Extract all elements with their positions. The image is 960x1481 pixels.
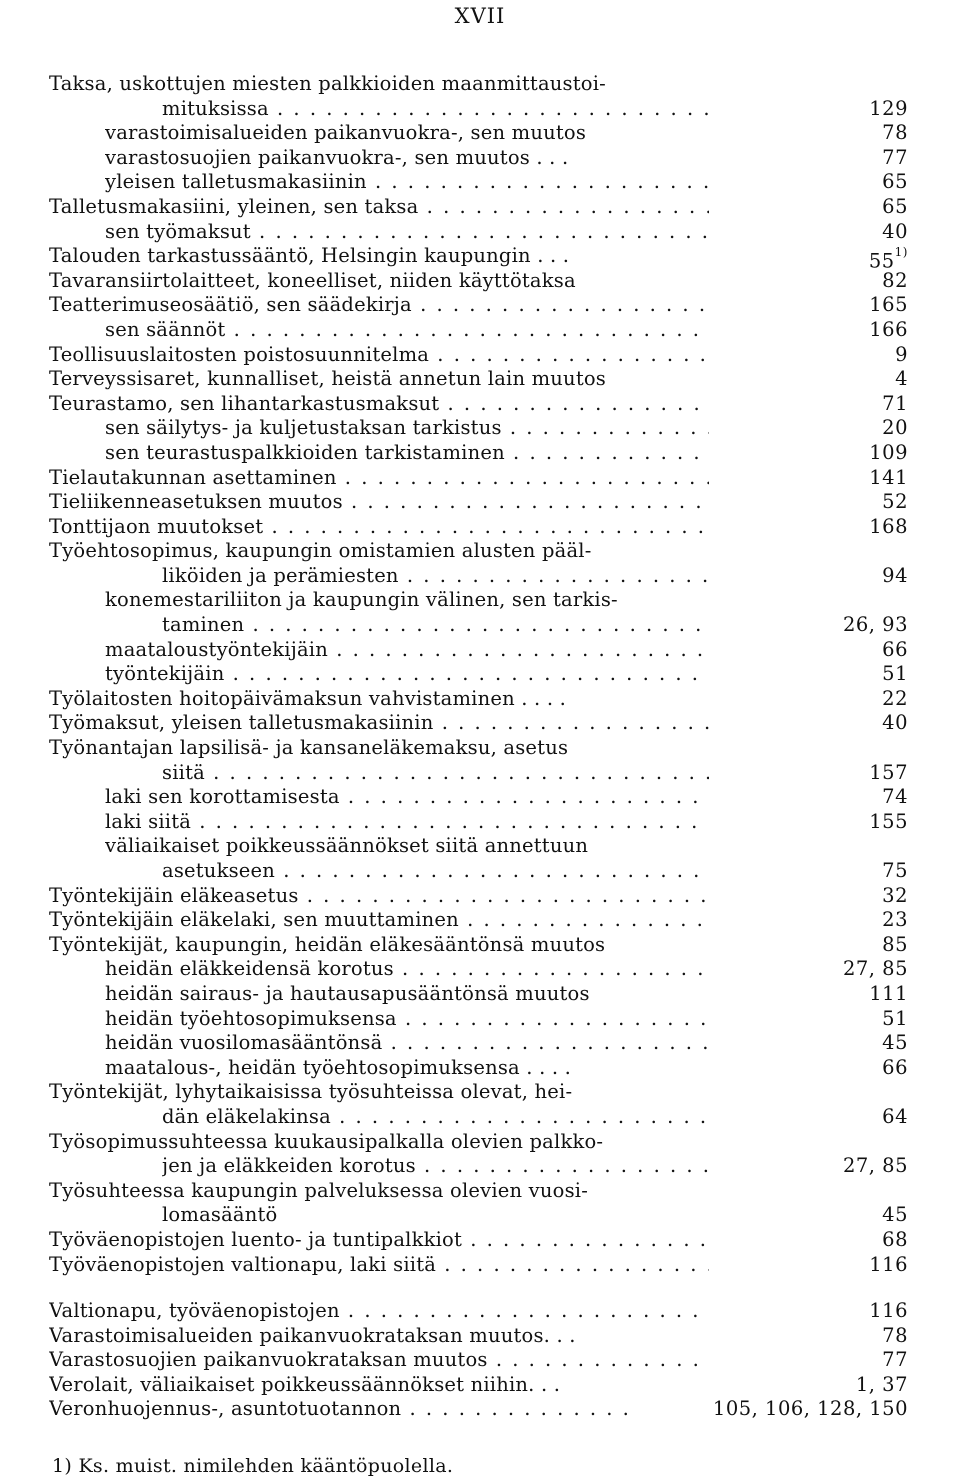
index-entry bbox=[0, 1031, 960, 1056]
entry-text: maataloustyöntekijäin . . . bbox=[105, 638, 709, 663]
entry-text: Työntekijät, kaupungin, heidän eläkesääntönsä muutos bbox=[49, 932, 606, 956]
index-entry bbox=[0, 957, 960, 982]
index-entry bbox=[0, 539, 960, 564]
footnote-marker: 1) bbox=[894, 245, 908, 260]
index-entry bbox=[0, 908, 960, 933]
index-entry bbox=[0, 392, 960, 417]
entry-page: 166 bbox=[869, 317, 908, 341]
entry-text: Verolait, väliaikaiset poikkeussäännökset niihin. . . bbox=[49, 1372, 561, 1396]
index-entry bbox=[0, 736, 960, 761]
index-entry bbox=[0, 146, 960, 171]
index-entry bbox=[0, 1080, 960, 1105]
entry-page: 111 bbox=[869, 981, 908, 1005]
entry-text: Talouden tarkastussääntö, Helsingin kaupungin . . . bbox=[49, 244, 570, 268]
entry-text: Työlaitosten hoitopäivämaksun vahvistaminen . . . . bbox=[49, 686, 567, 710]
entry-page: 116 bbox=[869, 1252, 908, 1276]
entry-page: 52 bbox=[882, 490, 908, 514]
entry-page: 155 bbox=[869, 809, 908, 833]
entry-text: sen teurastuspalkkioiden tarkistaminen . . . bbox=[105, 441, 709, 466]
index-entry bbox=[0, 1228, 960, 1253]
entry-page: 27, 85 bbox=[842, 957, 908, 981]
entry-page: 65 bbox=[882, 170, 908, 194]
entry-page: 32 bbox=[882, 883, 908, 907]
entry-text: Työsuhteessa kaupungin palveluksessa olevien vuosi- bbox=[49, 1178, 589, 1202]
index-entry bbox=[0, 638, 960, 663]
entry-text: Varastoimisalueiden paikanvuokrataksan muutos. . . bbox=[49, 1323, 576, 1347]
entry-page: 85 bbox=[882, 932, 908, 956]
entry-text: lomasääntö bbox=[162, 1203, 278, 1227]
entry-page: 22 bbox=[882, 686, 908, 710]
entry-text: työntekijäin . . . bbox=[105, 662, 709, 687]
index-entry bbox=[0, 1324, 960, 1349]
entry-text: Tielautakunnan asettaminen . . . bbox=[49, 466, 709, 491]
entry-page: 78 bbox=[882, 1323, 908, 1347]
entry-page: 109 bbox=[869, 440, 908, 464]
entry-page: 68 bbox=[882, 1227, 908, 1251]
index-entry bbox=[0, 269, 960, 294]
index-entry bbox=[0, 884, 960, 909]
index-entry bbox=[0, 785, 960, 810]
entry-page: 78 bbox=[882, 121, 908, 145]
entry-page: 1, 37 bbox=[855, 1372, 908, 1396]
index-entry bbox=[0, 72, 960, 97]
entry-page: 94 bbox=[882, 563, 908, 587]
entry-page: 77 bbox=[882, 145, 908, 169]
entry-page: 75 bbox=[882, 859, 908, 882]
index-entry bbox=[0, 588, 960, 613]
entry-text: mituksissa . . . bbox=[162, 97, 709, 122]
entry-page: 9 bbox=[895, 342, 908, 366]
entry-text: Työntekijät, lyhytaikaisissa työsuhteissa olevat, hei- bbox=[49, 1080, 573, 1104]
index-entry bbox=[0, 1130, 960, 1155]
entry-page: 65 bbox=[882, 194, 908, 218]
entry-text: siitä . . . bbox=[162, 761, 709, 786]
index-entry bbox=[0, 293, 960, 318]
entry-text: Varastosuojien paikanvuokrataksan muutos . . . bbox=[49, 1348, 709, 1373]
index-entry bbox=[0, 1056, 960, 1081]
entry-page: 40 bbox=[882, 219, 908, 243]
entry-text: Työväenopistojen luento- ja tuntipalkkiot . . . bbox=[49, 1228, 709, 1253]
index-entry bbox=[0, 195, 960, 220]
entry-page: 45 bbox=[882, 1203, 908, 1227]
index-entry bbox=[0, 613, 960, 638]
entry-page: 4 bbox=[895, 367, 908, 391]
entry-page: 45 bbox=[882, 1031, 908, 1055]
index-entry bbox=[0, 466, 960, 491]
entry-text: asetukseen . . . bbox=[162, 859, 709, 884]
entry-text: Taksa, uskottujen miesten palkkioiden maanmittaustoi- bbox=[49, 72, 606, 95]
entry-page: 23 bbox=[882, 908, 908, 932]
entry-page: 66 bbox=[882, 1055, 908, 1079]
index-entry bbox=[0, 810, 960, 835]
entry-text: Veronhuojennus-, asuntotuotannon . . . bbox=[49, 1397, 639, 1422]
entry-text: liköiden ja perämiesten . . . bbox=[162, 564, 709, 589]
entry-text: Työntekijäin eläkelaki, sen muuttaminen . . . bbox=[49, 908, 709, 933]
index-entry bbox=[0, 1105, 960, 1130]
entry-text: Työehtosopimus, kaupungin omistamien alusten pääl- bbox=[49, 539, 592, 563]
index-entry bbox=[0, 490, 960, 515]
entry-text: sen työmaksut . . . bbox=[105, 220, 709, 245]
index-entry bbox=[0, 343, 960, 368]
entry-page: 66 bbox=[882, 637, 908, 661]
entry-text: Teurastamo, sen lihantarkastusmaksut . . . bbox=[49, 392, 709, 417]
entry-page: 51 bbox=[882, 1006, 908, 1030]
index-entry bbox=[0, 761, 960, 786]
entry-text: Työntekijäin eläkeasetus . . . bbox=[49, 884, 709, 909]
entry-page: 168 bbox=[869, 514, 908, 538]
entry-page: 141 bbox=[869, 465, 908, 489]
entry-text: varastoimisalueiden paikanvuokra-, sen muutos bbox=[105, 121, 587, 145]
index-entry bbox=[0, 662, 960, 687]
entry-page: 77 bbox=[882, 1348, 908, 1372]
page-number: XVII bbox=[454, 4, 506, 28]
index-entry bbox=[0, 97, 960, 122]
index-entry bbox=[0, 441, 960, 466]
entry-page: 27, 85 bbox=[842, 1154, 908, 1178]
entry-page: 26, 93 bbox=[842, 613, 908, 637]
index-entry bbox=[0, 515, 960, 540]
index-entry bbox=[0, 244, 960, 273]
index-entry bbox=[0, 834, 960, 859]
entry-text: heidän sairaus- ja hautausapusääntönsä muutos bbox=[105, 981, 590, 1005]
index-section-t bbox=[0, 72, 960, 1277]
index-entry bbox=[0, 1154, 960, 1179]
index-entry bbox=[0, 170, 960, 195]
index-entry bbox=[0, 1397, 960, 1422]
entry-text: laki sen korottamisesta . . . bbox=[105, 785, 709, 810]
entry-text: Työmaksut, yleisen talletusmakasiinin . . . bbox=[49, 711, 709, 736]
index-section-v bbox=[0, 1299, 960, 1422]
entry-text: Teatterimuseosäätiö, sen säädekirja . . . bbox=[49, 293, 709, 318]
entry-page: 71 bbox=[882, 391, 908, 415]
index-entry bbox=[0, 687, 960, 712]
entry-page: 116 bbox=[869, 1299, 908, 1322]
entry-text: jen ja eläkkeiden korotus . . . bbox=[162, 1154, 709, 1179]
entry-text: väliaikaiset poikkeussäännökset siitä annettuun bbox=[105, 834, 589, 858]
entry-text: sen säännöt . . . bbox=[105, 318, 709, 343]
index-entry bbox=[0, 933, 960, 958]
entry-text: Terveyssisaret, kunnalliset, heistä annetun lain muutos bbox=[49, 367, 606, 391]
entry-page: 20 bbox=[882, 416, 908, 440]
entry-text: Valtionapu, työväenopistojen . . . bbox=[49, 1299, 709, 1324]
entry-text: maatalous-, heidän työehtosopimuksensa . . . . bbox=[105, 1055, 572, 1079]
footnote: 1) Ks. muist. nimilehden kääntöpuolella. bbox=[52, 1455, 454, 1477]
entry-page: 105, 106, 128, 150 bbox=[712, 1397, 908, 1421]
entry-text: Työsopimussuhteessa kuukausipalkalla olevien palkko- bbox=[49, 1129, 604, 1153]
index-entry bbox=[0, 1373, 960, 1398]
index-entry bbox=[0, 1179, 960, 1204]
entry-page: 74 bbox=[882, 785, 908, 809]
index-entry bbox=[0, 220, 960, 245]
entry-text: heidän eläkkeidensä korotus . . . bbox=[105, 957, 709, 982]
index-entry bbox=[0, 859, 960, 884]
index-entry bbox=[0, 416, 960, 441]
entry-text: laki siitä . . . bbox=[105, 810, 709, 835]
entry-page: 55 bbox=[868, 249, 895, 273]
entry-text: taminen . . . bbox=[162, 613, 709, 638]
entry-page: 51 bbox=[882, 662, 908, 686]
entry-text: Työnantajan lapsilisä- ja kansaneläkemaksu, asetus bbox=[49, 736, 569, 760]
index-entry bbox=[0, 1203, 960, 1228]
entry-text: konemestariliiton ja kaupungin välinen, sen tarkis- bbox=[105, 588, 618, 612]
entry-page: 129 bbox=[869, 96, 908, 120]
index-entry bbox=[0, 564, 960, 589]
entry-text: Tavaransiirtolaitteet, koneelliset, niiden käyttötaksa bbox=[49, 268, 576, 292]
index-entry bbox=[0, 367, 960, 392]
index-entry bbox=[0, 711, 960, 736]
index-entry bbox=[0, 1299, 960, 1324]
index-entry bbox=[0, 121, 960, 146]
index-entry bbox=[0, 982, 960, 1007]
entry-page: 82 bbox=[882, 268, 908, 292]
index-entry bbox=[0, 1253, 960, 1278]
entry-text: heidän vuosilomasääntönsä . . . bbox=[105, 1031, 709, 1056]
entry-text: varastosuojien paikanvuokra-, sen muutos . . . bbox=[105, 145, 569, 169]
entry-page: 40 bbox=[882, 711, 908, 735]
index-entry bbox=[0, 318, 960, 343]
entry-page: 64 bbox=[882, 1104, 908, 1128]
entry-text: Teollisuuslaitosten poistosuunnitelma . . . bbox=[49, 343, 709, 368]
entry-text: yleisen talletusmakasiinin . . . bbox=[105, 170, 709, 195]
entry-text: dän eläkelakinsa . . . bbox=[162, 1105, 709, 1130]
entry-text: Työväenopistojen valtionapu, laki siitä . . . bbox=[49, 1253, 709, 1278]
index-entry bbox=[0, 1007, 960, 1032]
entry-text: Tieliikenneasetuksen muutos . . . bbox=[49, 490, 709, 515]
entry-text: Tonttijaon muutokset . . . bbox=[49, 515, 709, 540]
index-entry bbox=[0, 1348, 960, 1373]
entry-text: sen säilytys- ja kuljetustaksan tarkistus . . . bbox=[105, 416, 709, 441]
entry-text: heidän työehtosopimuksensa . . . bbox=[105, 1007, 709, 1032]
entry-page: 165 bbox=[869, 293, 908, 317]
entry-text: Talletusmakasiini, yleinen, sen taksa . . . bbox=[49, 195, 709, 220]
entry-page: 157 bbox=[869, 760, 908, 784]
